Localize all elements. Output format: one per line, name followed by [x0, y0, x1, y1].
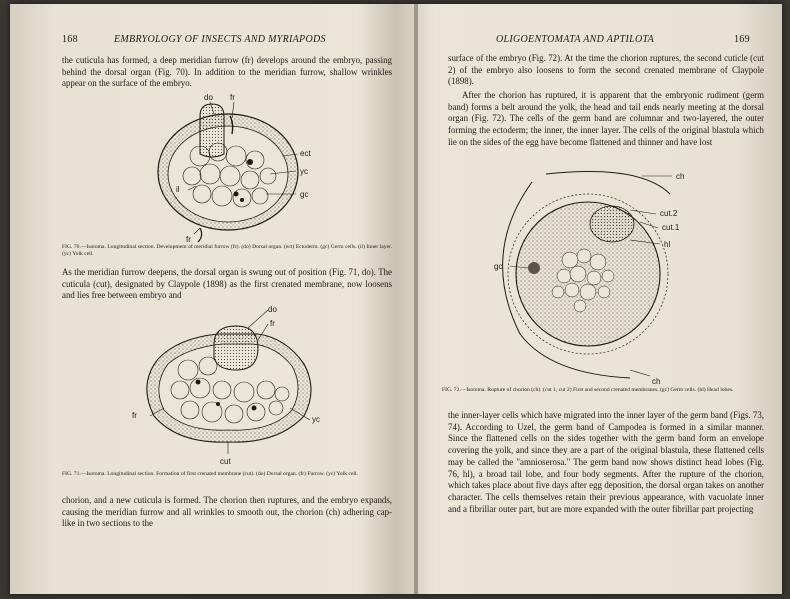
right-page-number: 169 [734, 34, 750, 45]
left-paragraph-1: the cuticula has formed, a deep meridian furrow (fr) develops around the embryo, passing behind the dorsal organ (Fig. 70). In addition to the meridian furrow, shallow wrinkles appear on the surface of the embryo. [62, 55, 392, 89]
fig72-caption: FIG. 72.—Isotoma. Rupture of chorion (ch). (cut 1, cut 2) First and second crenated membranes. (gc) Germ cells. (hl) Head lobes. [442, 387, 734, 393]
fig70-label-gc: gc [300, 190, 309, 199]
left-paragraph-2: As the meridian furrow deepens, the dorsal organ is swung out of position (Fig. 71, do). The cuticula (cut), designated by Claypole (1898) as the first crenated membrane, now loosens and lies free between embryo and [62, 267, 392, 301]
fig70-label-ect: ect [300, 149, 311, 158]
fig71-label-fr-top: fr [270, 319, 275, 328]
fig72-label-ch-top: ch [676, 172, 685, 181]
fig71-label-do: do [268, 305, 277, 314]
fig71-label-cut: cut [220, 457, 231, 466]
figure-71 [118, 304, 348, 469]
fig71-dorsal-organ [214, 326, 258, 370]
right-paragraph-1: surface of the embryo (Fig. 72). At the time the chorion ruptures, the second cuticle (cut 2) of the embryo also loosens to form the second crenated membrane of Claypole (1898). [448, 53, 764, 87]
fig71-label-fr-left: fr [132, 411, 137, 420]
fig70-label-fr-bottom: fr [186, 235, 191, 244]
fig71-caption: FIG. 71.—Isotoma. Longitudinal section. Formation of first crenated membrane (cut). (do) Dorsal organ. (fr) Furrow. (yc) Yolk cell. [62, 471, 358, 477]
fig72-head-lobe [590, 206, 634, 242]
fig70-label-fr-top: fr [230, 94, 235, 102]
left-paragraph-3: chorion, and a new cuticula is formed. The chorion then ruptures, and the embryo expands, causing the meridian furrow and all wrinkles to smooth out, the chorion (ch) adhering cap-like in two sections to the [62, 495, 392, 529]
fig72-chorion-top [546, 172, 670, 195]
right-paragraph-3: the inner-layer cells which have migrated into the inner layer of the germ band (Figs. 73, 74). According to Uzel, the germ band of Campodea is formed in a similar manner. Since the flattened cells on the sides together with the germ band form an envelope covering the yolk, and since they are a part of the original blastula, these flattened cells may be called the "amnioserosa." The germ band now shows distinct head lobes (Fig. 76, hl), a broad tail lobe, and four body segments. After the rupture of the chorion, which takes place about five days after egg deposition, the dorsal organ takes on another character. The cells themselves retain their previous appearance, with vacuolate inner and a fibrillar outer part, but are more expanded with the outer fibrillar part projecting [448, 410, 764, 514]
fig72-label-gc: gc [494, 262, 503, 271]
fig72-label-ch-bottom: ch [652, 377, 661, 386]
fig72-germ-cells [528, 262, 540, 274]
fig72-label-hl: hl [664, 240, 671, 249]
fig72-label-cut2: cut.2 [660, 209, 678, 218]
fig70-label-do: do [204, 94, 213, 102]
right-running-title: OLIGOENTOMATA AND APTILOTA [496, 34, 655, 45]
fig71-label-yc: yc [312, 415, 320, 424]
fig70-label-il: il [176, 185, 180, 194]
figure-72 [480, 164, 710, 389]
fig70-caption: FIG. 70.—Isotoma. Longitudinal section. Development of meridial furrow (fr). (do) Dorsal organ. (ect) Ectoderm. (gc) Germ cells. (il) Inner layer. (yc) Yolk cell. [62, 244, 392, 258]
figure-70 [130, 94, 330, 244]
left-page [10, 4, 414, 594]
left-running-title: EMBRYOLOGY OF INSECTS AND MYRIAPODS [114, 34, 326, 45]
fig70-label-yc: yc [300, 167, 308, 176]
fig72-label-cut1: cut.1 [662, 223, 680, 232]
book-spread [10, 4, 782, 594]
fig70-dorsal-organ [200, 104, 224, 157]
left-page-number: 168 [62, 34, 78, 45]
right-page [418, 4, 782, 594]
right-paragraph-2: After the chorion has ruptured, it is apparent that the embryonic rudiment (germ band) forms a belt around the yolk, the head and tail ends nearly meeting at the dorsal organ (Fig. 72). The cells of the germ band are columnar and two-layered, the outer forming the ectoderm; the inner, the inner layer. The cells of the original blastula which lie on the sides of the egg have become flattened and thinner and have lost [448, 90, 764, 147]
